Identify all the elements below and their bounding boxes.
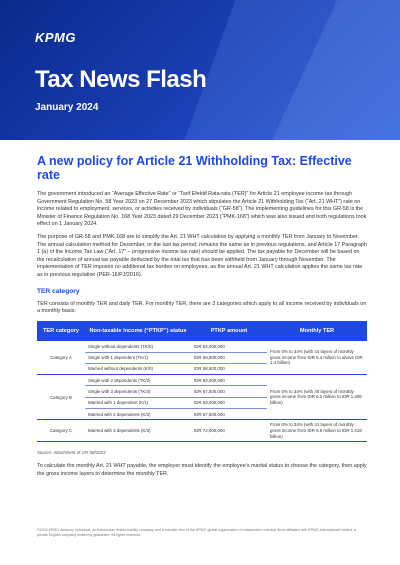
status-cell: Married with 2 dependents (K/2) — [85, 409, 191, 420]
category-cell: Category B — [37, 375, 85, 420]
status-cell: Married without dependents (K/0) — [85, 363, 191, 374]
rate-cell: From 0% to 34% (with 44 layers of monthly gross income from IDR 5.4 million to above IDR 1.4 billion) — [267, 341, 367, 375]
rate-cell: From 0% to 34% (with 41 layers of monthly gross income from IDR 6.6 million to IDR 1.419 billion) — [267, 420, 367, 442]
amount-cell: IDR 72,000,000 — [191, 420, 267, 442]
status-cell: Single with 3 dependents (TK/3) — [85, 386, 191, 397]
column-header: Monthly TER — [267, 321, 367, 341]
status-cell: Single with 2 dependents (TK/2) — [85, 375, 191, 386]
amount-cell: IDR 54,000,000 — [191, 341, 267, 352]
table-row — [37, 341, 367, 352]
article-title: A new policy for Article 21 Withholding Tax: Effective rate — [37, 154, 352, 182]
section-heading: TER category — [37, 287, 80, 295]
closing-paragraph: To calculate the monthly Art. 21 WHT payable, the employer must identify the employee’s marital status to choose the category, then apply the gross income layers to determine the monthly TER. — [37, 463, 367, 477]
rate-cell: From 0% to 34% (with 40 layers of monthly gross income from IDR 6.2 million to IDR 1.405 billion) — [267, 375, 367, 420]
table-row — [37, 420, 367, 442]
copyright-footer: ©2024 KPMG Advisory Indonesia, an Indonesian limited liability company and a member firm of the KPMG global organization of independent member firms affiliated with KPMG International Limited, a private English company limited by guarantee. All rights reserved. — [37, 528, 356, 537]
intro-paragraph: The government introduced an “Average Effective Rate” or “Tarif Efektif Rata-rata (TER)” for Article 21 employee income tax through Government Regulation No. 58 Year 2023 on 27 December 2023 which stipulates the Article 21 Withholding Tax (“Art. 21 WHT”) rate on income related to employment, services, or activities received by individuals (“GR-58”). The implementing guidelines for this GR-58 is the Minister of Finance Regulation No. 168 Year 2023 dated 29 December 2023 (“PMK-168”) which was also issued and both regulations took effect on 1 January 2024. — [37, 191, 367, 228]
category-cell: Category C — [37, 420, 85, 442]
column-header: PTKP amount — [191, 321, 267, 341]
header-banner — [0, 0, 400, 140]
status-cell: Single without dependents (TK/0) — [85, 341, 191, 352]
amount-cell: IDR 58,500,000 — [191, 363, 267, 374]
amount-cell: IDR 58,500,000 — [191, 352, 267, 363]
amount-cell: IDR 63,000,000 — [191, 375, 267, 386]
section-text: TER consists of monthly TER and daily TER. For monthly TER, there are 3 categories which apply to all income received by individuals on a monthly basis: — [37, 300, 367, 315]
article-body — [37, 154, 367, 483]
table-row — [37, 375, 367, 386]
column-header: TER category — [37, 321, 85, 341]
kpmg-logo: KPMG — [35, 30, 76, 45]
amount-cell: IDR 63,000,000 — [191, 397, 267, 408]
amount-cell: IDR 67,500,000 — [191, 409, 267, 420]
ter-category-table — [37, 321, 367, 443]
purpose-paragraph: The purpose of GR-58 and PMK-168 are to simplify the Art. 21 WHT calculation by applying a monthly TER from January to November. The annual calculation method for December, or the last tax period, remains the same as in previous regulations, and Article 17 Paragraph 1 (a) of the Income Tax Law (“Art. 17” – progressive income tax rate) should be applied. The tax payable for December will be based on the recalculation of annual tax payable deducted by the total tax that has been withheld from January through November. The implementation of TER imposes no additional tax burden on employees, as the annual Art. 21 WHT calculation applies the same tax rate as in previous regulation (PER-16/PJ/2016). — [37, 233, 367, 278]
table-header-row — [37, 321, 367, 341]
status-cell: Married with 1 dependent (K/1) — [85, 397, 191, 408]
column-header: Non-taxable income (“PTKP”) status — [85, 321, 191, 341]
amount-cell: IDR 67,500,000 — [191, 386, 267, 397]
table-source-note: Source: Attachment of GR-58/2023 — [37, 450, 106, 456]
newsletter-title: Tax News Flash — [35, 66, 207, 93]
category-cell: Category A — [37, 341, 85, 375]
issue-date: January 2024 — [35, 102, 99, 113]
status-cell: Single with 1 dependent (TK/1) — [85, 352, 191, 363]
status-cell: Married with 3 dependents (K/3) — [85, 420, 191, 442]
